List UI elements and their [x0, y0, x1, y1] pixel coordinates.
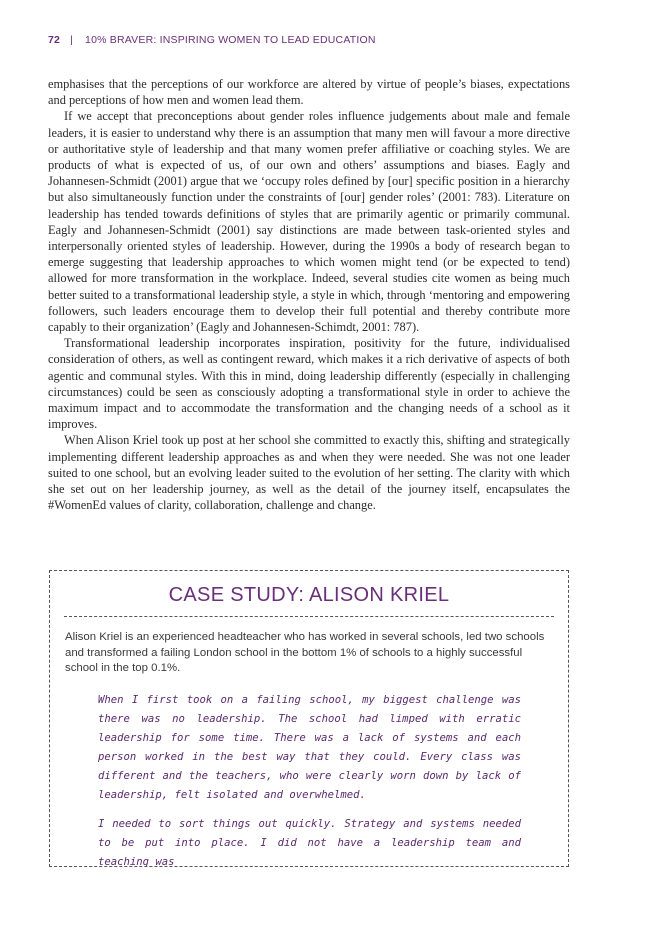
quote-paragraph-1: When I first took on a failing school, my biggest challenge was there was no leadership. The school had limped with erratic leadership for some time. There was a lack of systems and each person worked in the best way that they could. Every class was different and the teachers, who were clearly worn down by lack of leadership, felt isolated and overwhelmed.: [98, 693, 521, 801]
running-header: [48, 34, 376, 46]
page-number: 72: [48, 34, 61, 46]
body-paragraph-4: When Alison Kriel took up post at her school she committed to exactly this, shifting and strategically implementing different leadership approaches as and when they were needed. She was not one leader suited to one school, but an evolving leader suited to the evolution of her setting. The clarity with which she set out on her leadership journey, as well as the detail of the journey itself, encapsulates the #WomenEd values of clarity, collaboration, challenge and change.: [48, 433, 570, 513]
book-title: 10% BRAVER: INSPIRING WOMEN TO LEAD EDUCATION: [85, 34, 376, 46]
main-body-text: [48, 76, 570, 513]
body-paragraph-3: Transformational leadership incorporates inspiration, positivity for the future, individualised consideration of others, as well as contingent reward, which makes it a rich derivative of aspects of both agentic and communal styles. With this in mind, doing leadership differently (especially in challenging circumstances) could be seen as consciously adopting a transformational style in order to achieve the maximum impact and to accommodate the transformation and the changing needs of a school as it improves.: [48, 336, 570, 432]
case-study-intro: Alison Kriel is an experienced headteacher who has worked in several schools, led two schools and transformed a failing London school in the bottom 1% of schools to a highly successful school in the top 0.1%.: [65, 631, 545, 675]
quote-paragraph-2: I needed to sort things out quickly. Strategy and systems needed to be put into place. I did not have a leadership team and teaching was: [98, 817, 521, 867]
case-study-quote: [98, 691, 521, 867]
case-study-title: CASE STUDY: ALISON KRIEL: [64, 584, 554, 617]
body-paragraph-2: If we accept that preconceptions about gender roles influence judgements about male and female leaders, it is easier to understand why there is an assumption that many men will favour a more directive or authoritative style of leadership and that many women prefer affiliative or coaching styles. We are products of what is expected of us, of our own and others’ assumptions and biases. Eagly and Johannesen-Schmidt (2001) argue that we ‘occupy roles defined by [our] specific position in a hierarchy but also simultaneously function under the constraints of [our] gender roles’ (2001: 783). Literature on leadership has tended towards definitions of styles that are primarily agentic or primarily communal. Eagly and Johannesen-Schmidt (2001) say distinctions are made between task-oriented styles and interpersonally oriented styles of leadership. However, during the 1990s a body of research began to emerge suggesting that leadership approaches to which women might tend (or be expected to tend) allowed for more transformation in the workplace. Indeed, several studies cite women as being much better suited to a transformational leadership style, a style in which, through ‘mentoring and empowering followers, such leaders encourage them to develop their full potential and thereby contribute more capably to their organization’ (Eagly and Johannesen-Schimdt, 2001: 787).: [48, 109, 570, 335]
body-paragraph-1: emphasises that the perceptions of our workforce are altered by virtue of people’s biases, expectations and perceptions of how men and women lead them.: [48, 77, 570, 108]
header-separator: |: [70, 34, 74, 46]
case-study-box: [49, 570, 569, 867]
